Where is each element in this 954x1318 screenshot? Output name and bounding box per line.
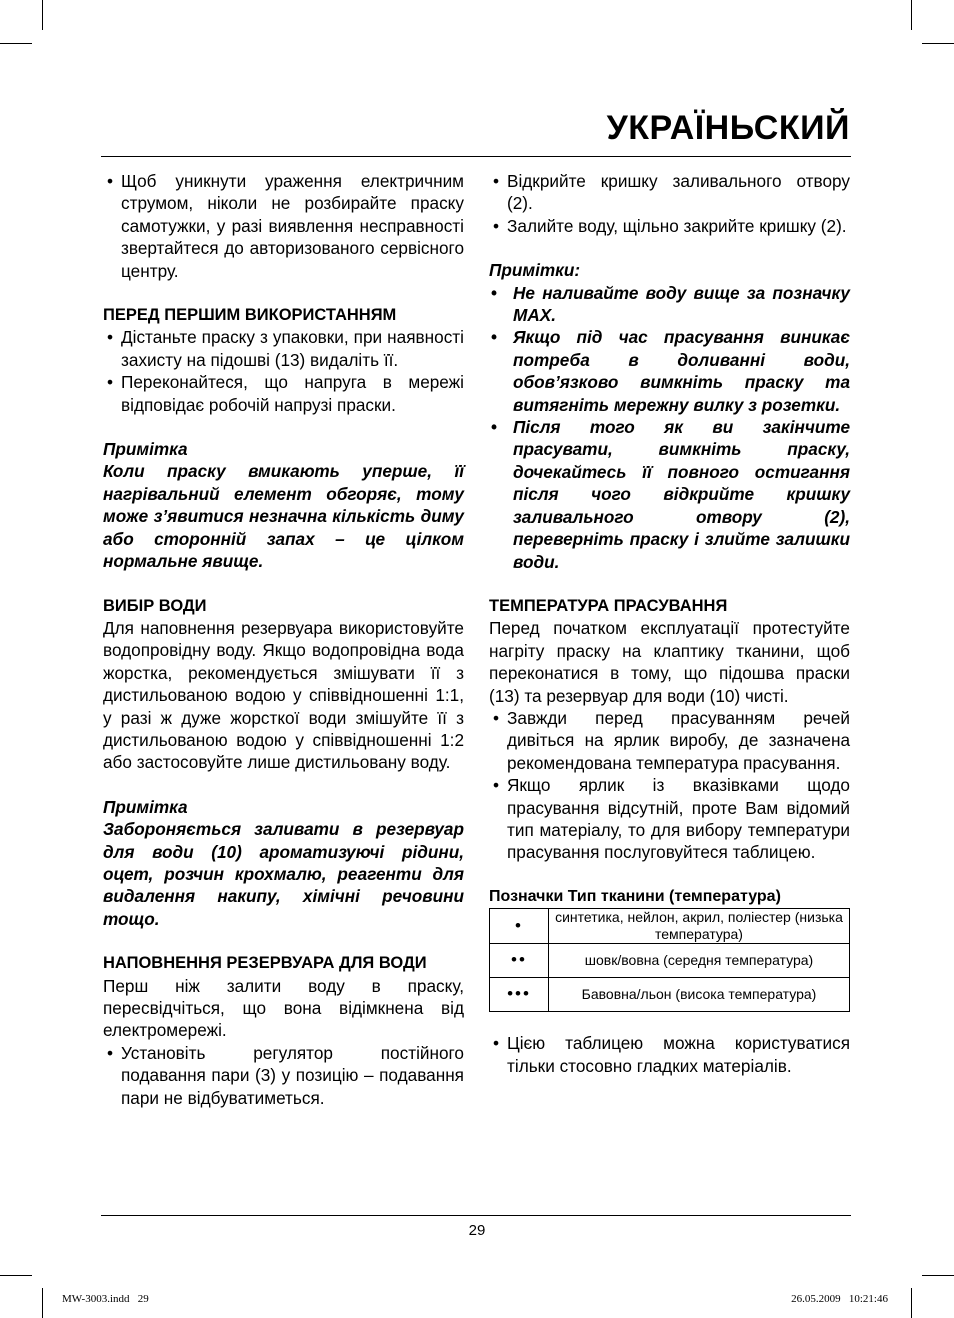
dots-cell: •• (490, 944, 549, 978)
crop-mark (911, 0, 912, 30)
table-title: Позначки Тип тканини (температура) (489, 887, 781, 905)
page-title: УКРАЇНЬСКИЙ (606, 109, 850, 147)
fabric-cell: Бавовна/льон (висока температура) (549, 978, 850, 1012)
right-column (489, 170, 850, 1077)
dots-cell: ••• (490, 978, 549, 1012)
crop-mark (42, 1288, 43, 1318)
note-title: Примітка (103, 439, 188, 460)
note-text: Коли праску вмикають уперше, її нагрівальний елемент обгоряє, тому може з’явитися незначна кількість диму або сторонній запах – це цілком нормальне явище. (103, 461, 464, 572)
paragraph-filling: Перш ніж залити воду в праску, пересвідчіться, що вона відімкнена від електромережі. (103, 975, 464, 1041)
note-bullet: • Якщо під час прасування виникає потреба в доливанні води, обов’язково вимкніть праску та витягніть мережну вилку з розетки. (489, 326, 850, 416)
crop-mark (0, 1275, 32, 1276)
timestamp: 26.05.2009 10:21:46 (791, 1293, 888, 1305)
bullet-check-label: • Завжди перед прасуванням речей дивіться на ярлик виробу, де зазначена рекомендована температура прасування. (489, 707, 850, 774)
footer-rule (101, 1215, 851, 1216)
page-number: 29 (468, 1222, 486, 1239)
crop-mark (0, 43, 32, 44)
bullet-safety: • Щоб уникнути ураження електричним струмом, ніколи не розбирайте праску самотужки, у разі виявлення несправності звертайтеся до авторизованого сервісного центру. (103, 170, 464, 282)
note-title: Примітка (103, 796, 188, 817)
note-text: Забороняється заливати в резервуар для води (10) ароматизуючі рідини, оцет, розчин крохмалю, реагенти для видалення накипу, хімічні речовини тощо. (103, 819, 464, 929)
bullet-steam-regulator: • Установіть регулятор постійного подавання пари (3) у позицію – подавання пари не відбуватиметься. (103, 1042, 464, 1109)
paragraph-temperature: Перед початком експлуатації протестуйте нагріту праску на клаптику тканини, щоб переконатися в тому, що підошва праски (13) та резервуар для води (10) чисті. (489, 618, 850, 706)
left-column (103, 170, 464, 1109)
notes-title: Примітки: (489, 260, 581, 281)
crop-mark (922, 43, 954, 44)
bullet-open-lid: • Відкрийте кришку заливального отвору (2). (489, 170, 850, 215)
crop-mark (42, 0, 43, 30)
heading-water-choice: ВИБІР ВОДИ (103, 596, 207, 615)
paragraph-water-choice: Для наповнення резервуара використовуйте водопровідну воду. Якщо водопровідна вода жорстка, рекомендується змішувати її з дистильованою водою у співвідношенні 1:1, у разі ж дуже жорсткої води змішуйте її з дистильованою водою у співвідношенні 1:2 або застосовуйте лише дистильовану воду. (103, 617, 464, 773)
table-row (490, 909, 850, 944)
bullet-unpack: • Дістаньте праску з упаковки, при наявності захисту на підошві (13) видаліть її. (103, 326, 464, 371)
table-row (490, 944, 850, 978)
bullet-use-table: • Якщо ярлик із вказівками щодо прасування відсутній, проте Вам відомий тип матеріалу, то для вибору температури прасування послуговуйтеся таблицею. (489, 774, 850, 864)
crop-mark (911, 1288, 912, 1318)
dots-cell: • (490, 909, 549, 944)
temperature-table (489, 908, 850, 1012)
note-bullet: • Після того як ви закінчите прасувати, вимкніть праску, дочекайтесь її повного остигання після чого відкрийте кришку заливального отвору (2), переверніть праску і злийте залишки води. (489, 416, 850, 573)
fabric-cell: синтетика, нейлон, акрил, поліестер (низька температура) (549, 909, 850, 944)
crop-mark (922, 1275, 954, 1276)
heading-filling: НАПОВНЕННЯ РЕЗЕРВУАРА ДЛЯ ВОДИ (103, 954, 427, 973)
fabric-cell: шовк/вовна (середня температура) (549, 944, 850, 978)
bullet-pour-water: • Залийте воду, щільно закрийте кришку (2). (489, 215, 850, 237)
bullet-voltage: • Переконайтеся, що напруга в мережі відповідає робочій напрузі праски. (103, 371, 464, 416)
heading-temperature: ТЕМПЕРАТУРА ПРАСУВАННЯ (489, 596, 728, 615)
bullet-smooth-materials: • Цією таблицею можна користуватися тільки стосовно гладких матеріалів. (489, 1032, 850, 1077)
header-rule (101, 156, 851, 157)
table-row (490, 978, 850, 1012)
file-info: MW-3003.indd 29 (62, 1293, 149, 1305)
note-bullet: • Не наливайте воду вище за позначку MAX. (489, 282, 850, 327)
heading-first-use: ПЕРЕД ПЕРШИМ ВИКОРИСТАННЯМ (103, 306, 397, 325)
